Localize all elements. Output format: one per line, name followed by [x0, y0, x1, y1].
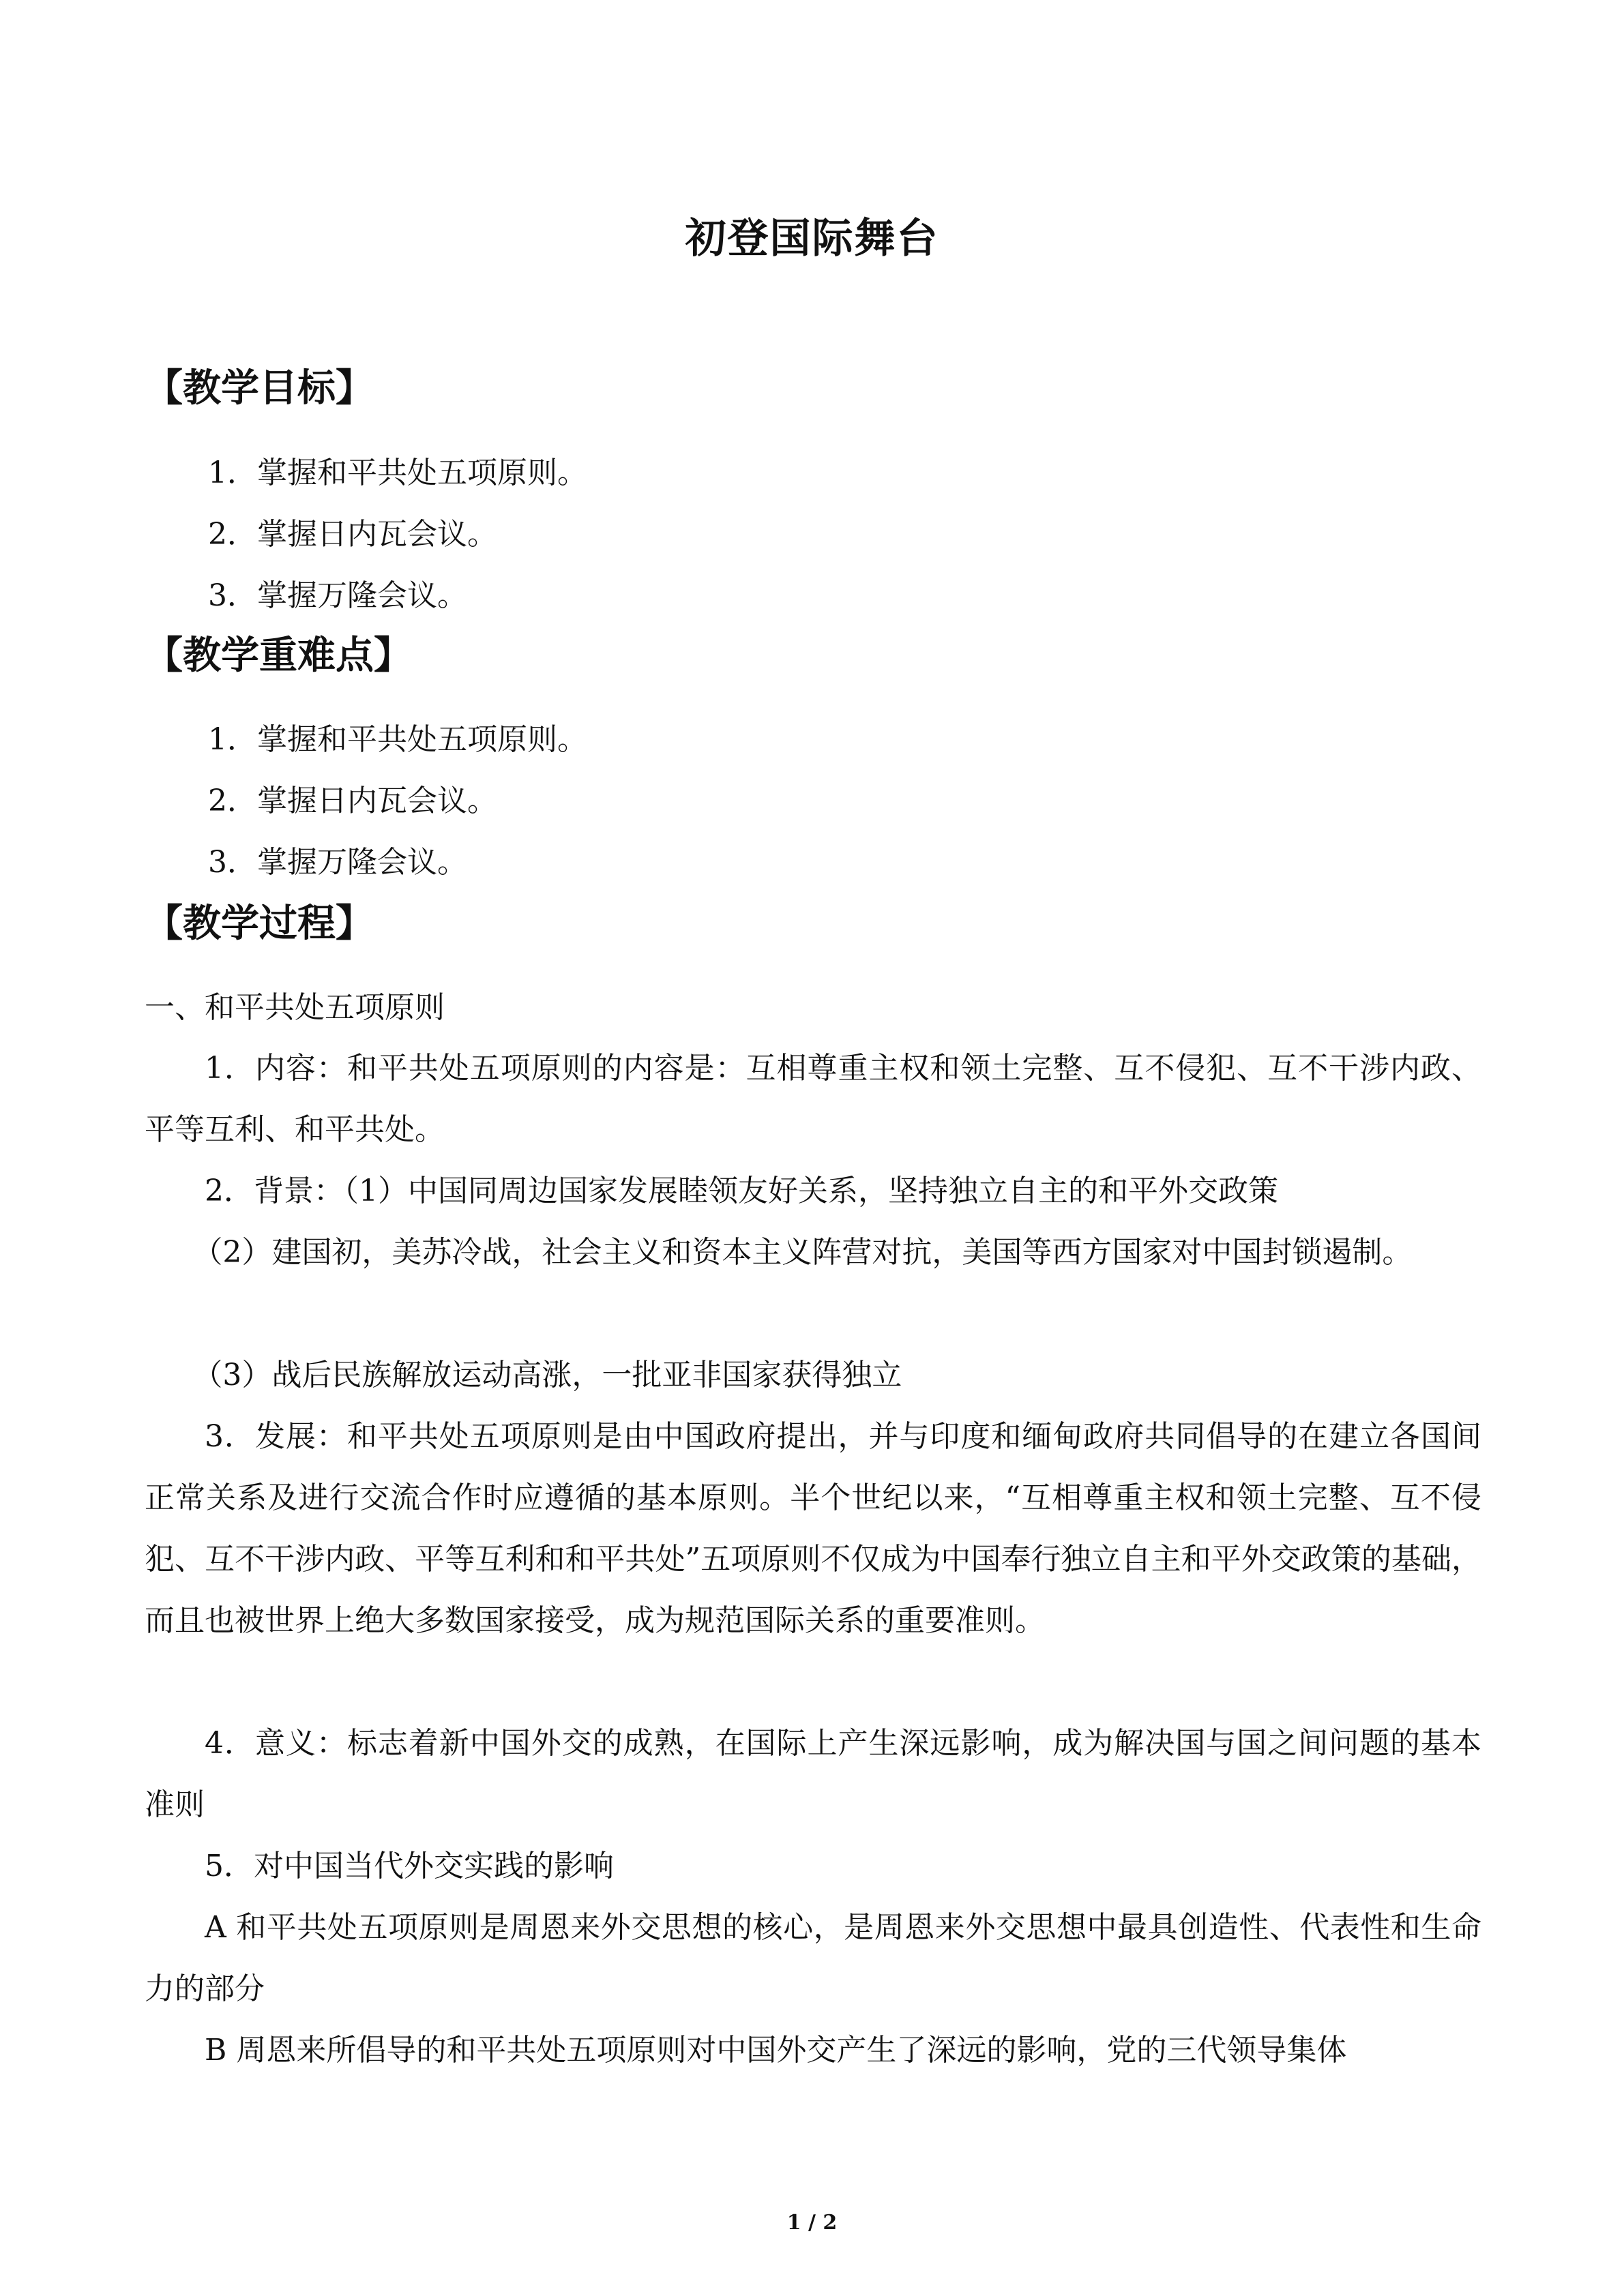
process-paragraph-background: 2．背景：（1）中国同周边国家发展睦领友好关系，坚持独立自主的和平外交政策: [205, 1174, 1278, 1208]
section-heading-process: 【教学过程】: [145, 901, 374, 946]
section-heading-objectives: 【教学目标】: [145, 366, 374, 411]
page-number: 1 / 2: [786, 2211, 838, 2235]
process-paragraph-significance: 4．意义：标志着新中国外交的成熟，在国际上产生深远影响，成为解决国与国之间问题的基本准则: [145, 1726, 1481, 1822]
objective-item: 1．掌握和平共处五项原则。: [208, 456, 587, 490]
process-paragraph-influence: 5．对中国当代外交实践的影响: [205, 1849, 614, 1883]
keypoint-item: 3．掌握万隆会议。: [208, 845, 467, 880]
process-paragraph-content: 1．内容：和平共处五项原则的内容是：互相尊重主权和领土完整、互不侵犯、互不干涉内政、平等互利、和平共处。: [145, 1051, 1481, 1147]
document-title: 初登国际舞台: [685, 215, 939, 263]
section-heading-keypoints: 【教学重难点】: [145, 633, 412, 678]
keypoint-item: 1．掌握和平共处五项原则。: [208, 722, 587, 757]
process-paragraph-development: 3．发展：和平共处五项原则是由中国政府提出，并与印度和缅甸政府共同倡导的在建立各国间正常关系及进行交流合作时应遵循的基本原则。半个世纪以来，“互相尊重主权和领土完整、互不侵犯、互不干涉内政、平等互利和和平共处”五项原则不仅成为中国奉行独立自主和平外交政策的基础，而且也被世界上绝大多数国家接受，成为规范国际关系的重要准则。: [145, 1419, 1481, 1638]
process-paragraph-background-3: （3）战后民族解放运动高涨，一批亚非国家获得独立: [192, 1358, 902, 1392]
objective-item: 2．掌握日内瓦会议。: [208, 517, 497, 552]
process-paragraph-influence-b: B 周恩来所倡导的和平共处五项原则对中国外交产生了深远的影响，党的三代领导集体: [205, 2033, 1347, 2068]
objective-item: 3．掌握万隆会议。: [208, 578, 467, 613]
process-paragraph-influence-a: A 和平共处五项原则是周恩来外交思想的核心，是周恩来外交思想中最具创造性、代表性和生命力的部分: [145, 1910, 1481, 2006]
process-paragraph-background-2: （2）建国初，美苏冷战，社会主义和资本主义阵营对抗，美国等西方国家对中国封锁遏制。: [192, 1235, 1413, 1270]
process-subheading: 一、和平共处五项原则: [145, 990, 445, 1025]
keypoint-item: 2．掌握日内瓦会议。: [208, 784, 497, 818]
